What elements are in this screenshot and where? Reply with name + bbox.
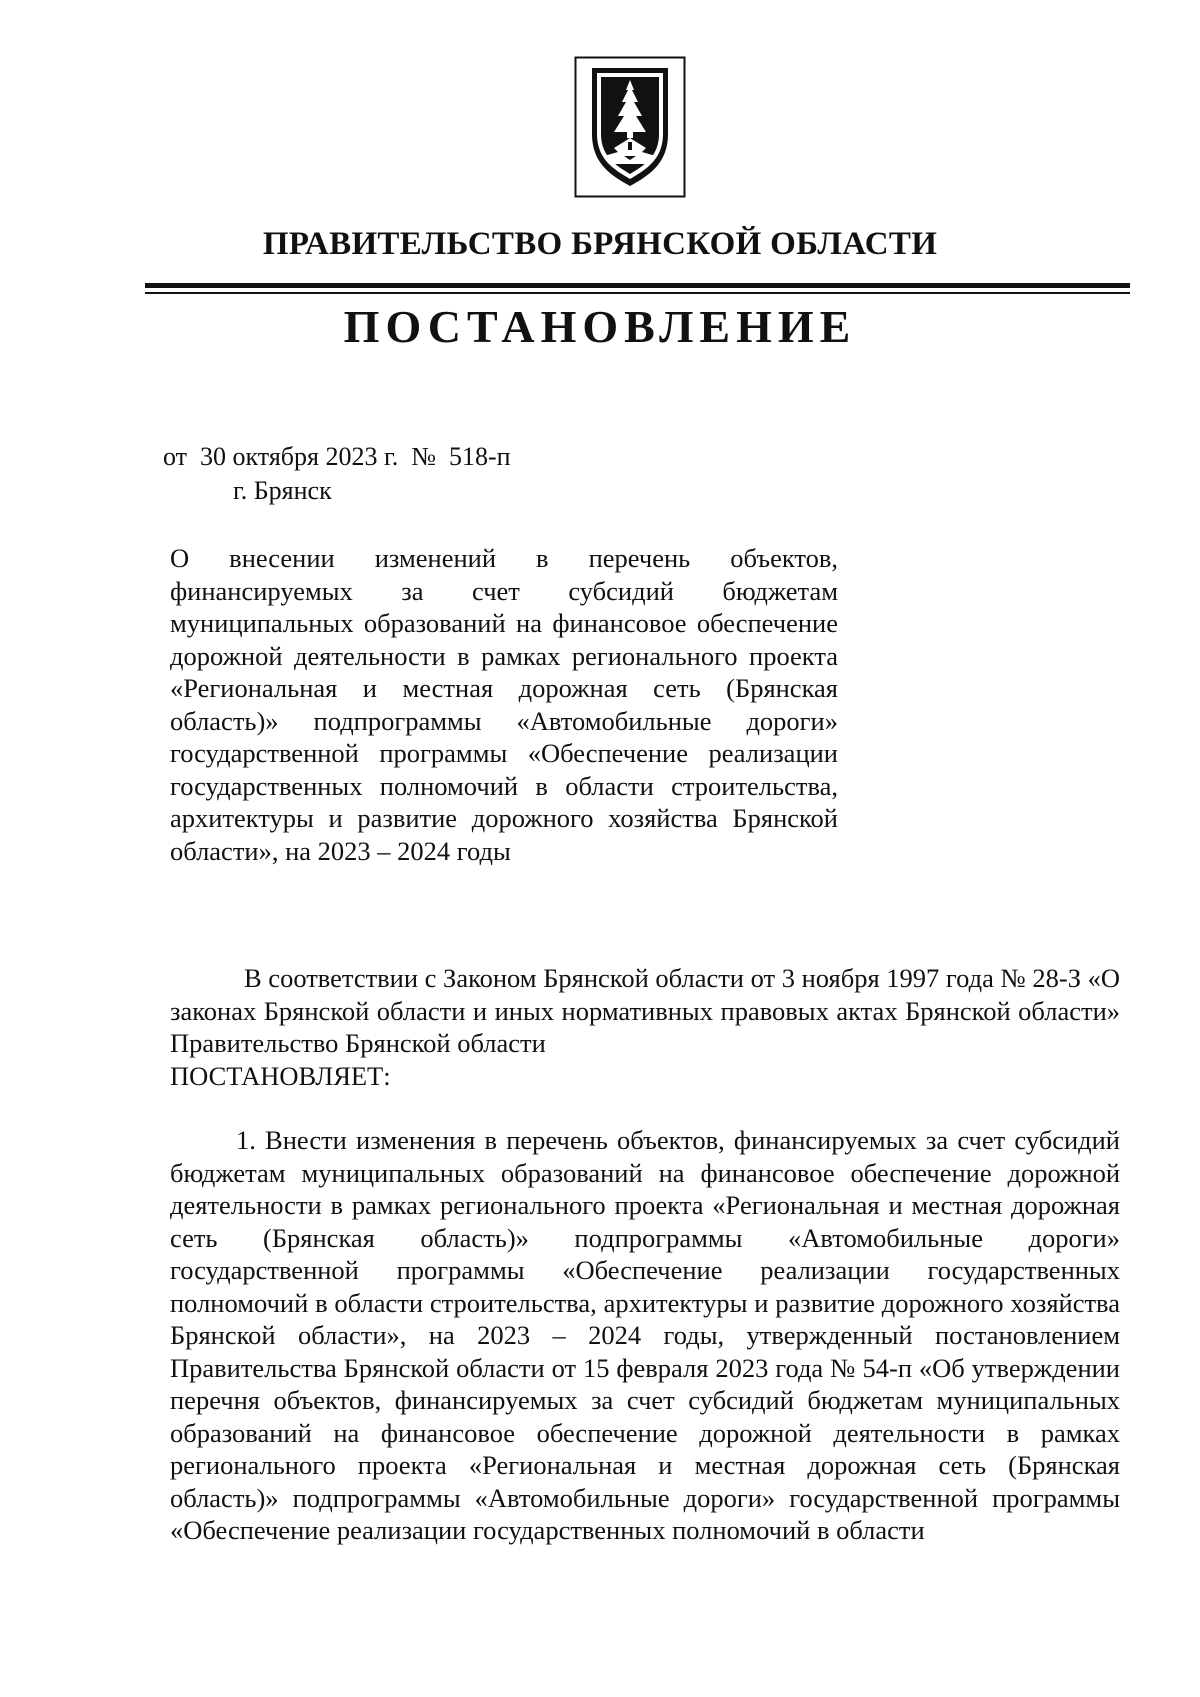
document-meta [163,440,511,508]
city-line: г. Брянск [233,476,332,505]
resolve-heading: ПОСТАНОВЛЯЕТ: [170,1061,391,1091]
basis-paragraph: В соответствии с Законом Брянской области от 3 ноября 1997 года № 28-З «О законах Брянской области и иных нормативных правовых актах Брянской области» Правительство Брянской области [170,963,1120,1058]
document-type-title: ПОСТАНОВЛЕНИЕ [343,301,857,352]
item-1-paragraph: 1. Внести изменения в перечень объектов, финансируемых за счет субсидий бюджетам муниципальных образований на финансовое обеспечение дорожной деятельности в рамках регионального проекта «Региональная и местная дорожная сеть (Брянская область)» подпрограммы «Автомобильные дороги» государственной программы «Обеспечение реализации государственных полномочий в области строительства, архитектуры и развитие дорожного хозяйства Брянской области», на 2023 – 2024 годы, утвержденный постановлением Правительства Брянской области от 15 февраля 2023 года № 54-п «Об утверждении перечня объектов, финансируемых за счет субсидий бюджетам муниципальных образований на финансовое обеспечение дорожной деятельности в рамках регионального проекта «Региональная и местная дорожная сеть (Брянская область)» подпрограммы «Автомобильные дороги» государственной программы «Обеспечение реализации государственных полномочий в области [170,1125,1120,1545]
document-subject: О внесении изменений в перечень объектов, финансируемых за счет субсидий бюджетам муниципальных образований на финансовое обеспечение дорожной деятельности в рамках регионального проекта «Региональная и местная дорожная сеть (Брянская область)» подпрограммы «Автомобильные дороги» государственной программы «Обеспечение реализации государственных полномочий в области строительства, архитектуры и развитие дорожного хозяйства Брянской области», на 2023 – 2024 годы [170,543,838,866]
date-number-line: от 30 октября 2023 г. № 518-п [163,442,511,471]
coat-of-arms-emblem [574,56,686,198]
header-divider-thick [145,283,1130,288]
organization-title: ПРАВИТЕЛЬСТВО БРЯНСКОЙ ОБЛАСТИ [262,226,938,262]
header-divider-thin [145,292,1130,294]
